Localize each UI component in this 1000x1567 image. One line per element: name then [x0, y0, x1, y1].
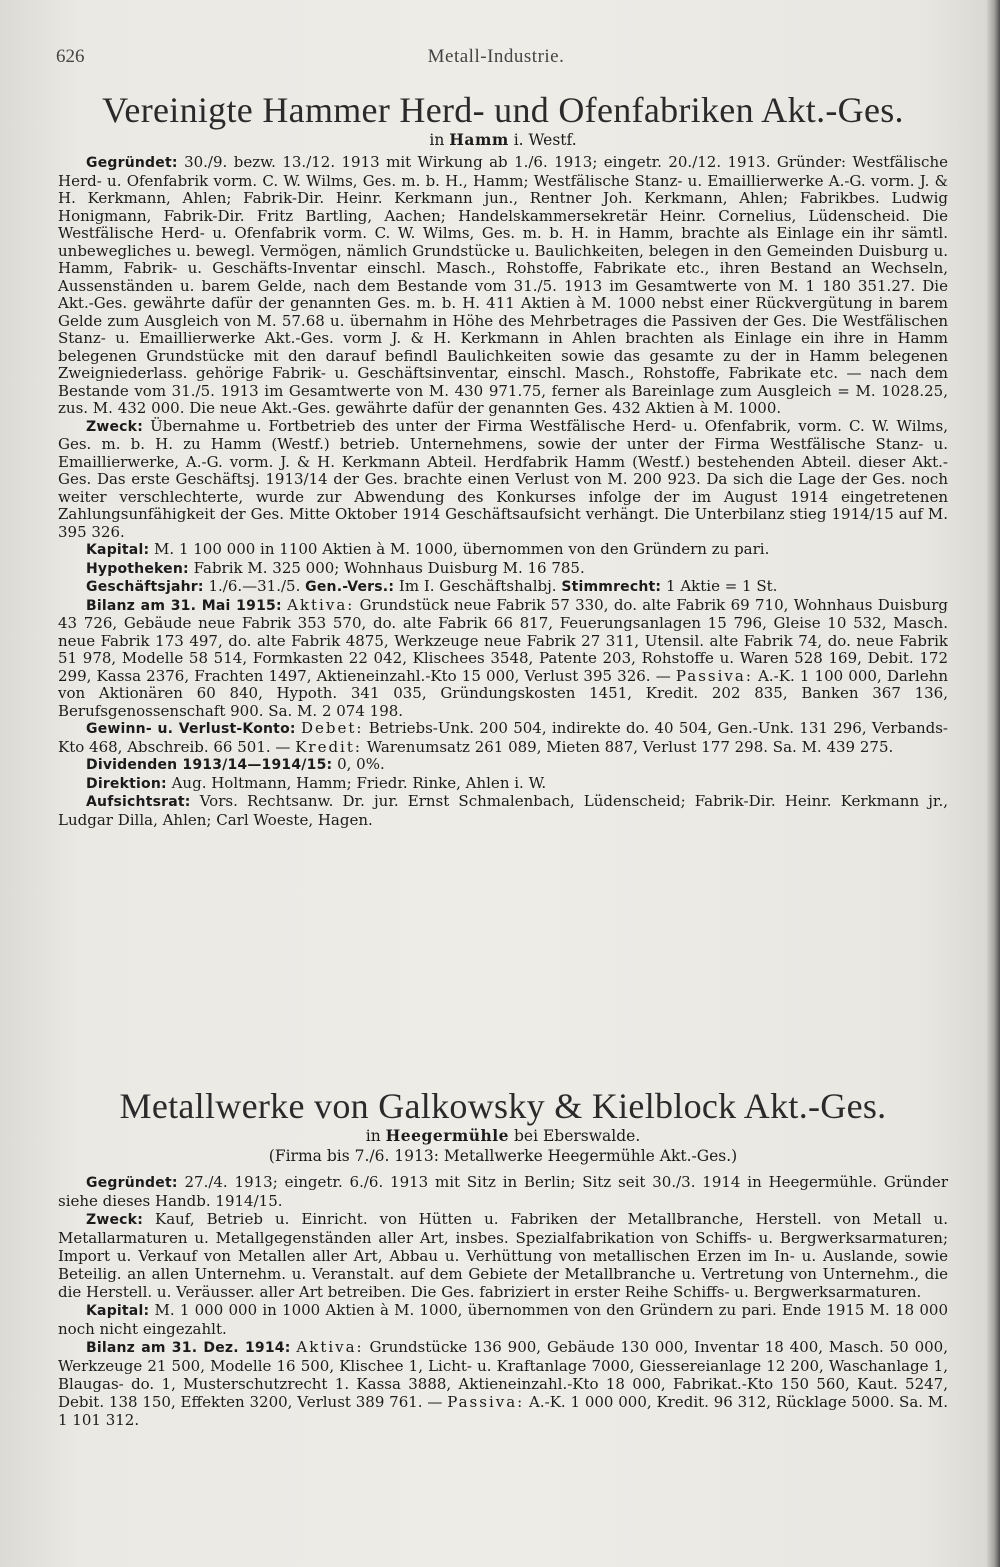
- former-name-note: (Firma bis 7./6. 1913: Metallwerke Heegermühle Akt.-Ges.): [268, 1147, 738, 1165]
- entry-zweck: [58, 1210, 948, 1301]
- entry-text: Warenumsatz 261 089, Mieten 887, Verlust 177 298. Sa. M. 439 275.: [366, 737, 894, 756]
- entry-text: Aug. Holtmann, Hamm; Friedr. Rinke, Ahlen i. W.: [171, 773, 547, 792]
- entry-label: Gewinn- u. Verlust-Konto:: [86, 721, 296, 737]
- entry-label: Gegründet:: [86, 1175, 178, 1191]
- entry-sublabel: Passiva:: [447, 1393, 525, 1411]
- entry-gewinn-verlust: [58, 720, 948, 756]
- location-suffix: bei Eberswalde.: [514, 1127, 641, 1145]
- entry-gegruendet: [58, 1173, 948, 1210]
- entry-sublabel: Aktiva:: [296, 1338, 364, 1356]
- entry-label: Bilanz am 31. Dez. 1914:: [86, 1340, 291, 1356]
- entry-gegruendet: [58, 154, 948, 418]
- entry-label: Zweck:: [86, 418, 143, 435]
- company-body: [58, 1173, 948, 1429]
- entry-sublabel: Aktiva:: [287, 595, 355, 614]
- entry-label: Kapital:: [86, 1303, 150, 1319]
- entry-sublabel: Kredit:: [295, 737, 362, 756]
- company-entry-heegermuehle: [58, 1086, 948, 1429]
- entry-sublabel: Passiva:: [675, 666, 753, 685]
- entry-label: Stimmrecht:: [561, 579, 662, 595]
- entry-text: Grundstück neue Fabrik 57 330, do. alte Fabrik 69 710, Wohnhaus Duisburg 43 726, Gebäude neue Fabrik 353 570, do. alte Fabrik 66 817, Feuerungsanlagen 15 796, Gleise 10 532, Masch. neue Fabrik 173 497, do. alte Fabrik 4875, Werkzeuge neue Fabrik 27 311, Utensil. alte Fabrik 74, do. neue Fabrik 51 978, Modelle 58 514, Formkasten 22 042, Klischees 3548, Patente 203, Rohstoffe u. Waren 528 169, Debit. 172 299, Kassa 2376, Frachten 1497, Aktieneinzahl.-Kto 15 000, Verlust 395 326. —: [58, 595, 948, 685]
- entry-text: A.-K. 1 000 000, Kredit. 96 312, Rücklage 5000. Sa. M. 1 101 312.: [58, 1393, 948, 1429]
- company-location: [58, 130, 948, 150]
- entry-label: Gegründet:: [86, 155, 178, 171]
- company-title: Vereinigte Hammer Herd- und Ofenfabriken Akt.-Ges.: [102, 90, 904, 130]
- entry-text: Betriebs-Unk. 200 504, indirekte do. 40 504, Gen.-Unk. 131 296, Verbands-Kto 468, Abschreib. 66 501. —: [58, 719, 948, 756]
- entry-dividenden: [58, 756, 948, 775]
- entry-sublabel: Debet:: [300, 719, 364, 737]
- entry-text: M. 1 000 000 in 1000 Aktien à M. 1000, übernommen von den Gründern zu pari. Ende 1915 M. 18 000 noch nicht eingezahlt.: [58, 1301, 948, 1338]
- entry-geschaeftsjahr: [58, 578, 948, 597]
- entry-kapital: [58, 1301, 948, 1338]
- entry-zweck: [58, 418, 948, 542]
- running-title: Metall-Industrie.: [427, 46, 565, 67]
- entry-label: Kapital:: [86, 542, 150, 558]
- entry-text: Grundstücke 136 900, Gebäude 130 000, Inventar 18 400, Masch. 50 000, Werkzeuge 21 500, Modelle 16 500, Klischee 1, Licht- u. Kraftanlage 7000, Giessereianlage 12 200, Waschanlage 1, Blaugas- do. 1, Musterschutzrecht 1. Kassa 3888, Aktieneinzahl.-Kto 18 000, Fabrikat.-Kto 150 560, Kaut. 5247, Debit. 138 150, Effekten 3200, Verlust 389 761. —: [58, 1338, 948, 1411]
- entry-text: Übernahme u. Fortbetrieb des unter der Firma Westfälische Herd- u. Ofenfabrik, vorm. C. W. Wilms, Ges. m. b. H. zu Hamm (Westf.) betrieb. Unternehmens, sowie der unter der Firma Westfälische Stanz- u. Emaillierwerke, A.-G. vorm. J. & H. Kerkmann Abteil. Herdfabrik Hamm (Westf.) bestehenden Abteil. dieser Akt.-Ges. Das erste Geschäftsj. 1913/14 der Ges. brachte einen Verlust von M. 200 923. Da sich die Lage der Ges. noch weiter verschlechterte, wurde zur Abwendung des Konkurses infolge der im August 1914 eingetretenen Zahlungsunfähigkeit der Ges. Mitte Oktober 1914 Geschäftsaufsicht verhängt. Die Unterbilanz stieg 1914/15 auf M. 395 326.: [58, 416, 948, 541]
- entry-label: Dividenden 1913/14—1914/15:: [86, 757, 333, 773]
- entry-bilanz: [58, 1338, 948, 1429]
- page-edge-shadow: [986, 0, 1000, 1567]
- entry-kapital: [58, 541, 948, 560]
- entry-label: Hypotheken:: [86, 560, 189, 577]
- company-entry-hamm: [58, 90, 948, 829]
- entry-text: 27./4. 1913; eingetr. 6./6. 1913 mit Sitz in Berlin; Sitz seit 30./3. 1914 in Heegermühle. Gründer siehe dieses Handb. 1914/15.: [58, 1173, 948, 1210]
- entry-text: M. 1 100 000 in 1100 Aktien à M. 1000, übernommen von den Gründern zu pari.: [154, 540, 770, 558]
- page-number: 626: [56, 46, 85, 67]
- entry-text: 1./6.—31./5.: [208, 577, 301, 595]
- entry-direktion: [58, 775, 948, 794]
- entry-aufsichtsrat: [58, 793, 948, 829]
- company-body: [58, 154, 948, 829]
- running-header: [56, 46, 936, 72]
- entry-text: 1 Aktie = 1 St.: [666, 577, 778, 595]
- entry-text: Im I. Geschäftshalbj.: [398, 577, 557, 595]
- entry-text: Fabrik M. 325 000; Wohnhaus Duisburg M. 16 785.: [193, 558, 585, 577]
- company-title: Metallwerke von Galkowsky & Kielblock Akt.-Ges.: [119, 1086, 887, 1126]
- entry-label: Geschäftsjahr:: [86, 579, 204, 595]
- entry-label: Zweck:: [86, 1212, 143, 1228]
- location-city: Heegermühle: [385, 1126, 510, 1145]
- entry-text: 30./9. bezw. 13./12. 1913 mit Wirkung ab 1./6. 1913; eingetr. 20./12. 1913. Gründer: Westfälische Herd- u. Ofenfabrik vorm. C. W. Wilms, Ges. m. b. H., Hamm; Westfälische Stanz- u. Emaillierwerke A.-G. vorm. J. & H. Kerkmann, Ahlen; Fabrik-Dir. Heinr. Kerkmann jun., Rentner Joh. Kerkmann, Ahlen; Fabrikbes. Ludwig Honigmann, Fabrik-Dir. Fritz Bartling, Aachen; Handelskammersekretär Heinr. Cornelius, Lüdenscheid. Die Westfälische Herd- u. Ofenfabrik vorm. C. W. Wilms, Ges. m. b. H. in Hamm, brachte als Einlage ein ihr sämtl. unbewegliches u. bewegl. Vermögen, nämlich Grundstücke u. Baulichkeiten, belegen in den Gemeinden Duisburg u. Hamm, Fabrik- u. Geschäfts-Inventar einschl. Masch., Rohstoffe, Fabrikate etc., ihren Bestand an Wechseln, Aussenständen u. barem Gelde, nach dem Bestande vom 31./5. 1913 im Gesamtwerte von M. 1 180 351.27. Die Akt.-Ges. gewährte dafür der genannten Ges. m. b. H. 411 Aktien à M. 1000 nebst einer Rückvergütung in barem Gelde zum Ausgleich von M. 57.68 u. übernahm in Höhe des Mehrbetrages die Passiven der Ges. Die Westfälischen Stanz- u. Emaillierwerke Akt.-Ges. vorm J. & H. Kerkmann in Ahlen brachten als Einlage ein ihre in Hamm belegenen Grundstücke mit den darauf befindl Baulichkeiten sowie das gesamte zu der in Hamm belegenen Zweigniederlass. gehörige Fabrik- u. Geschäftsinventar, einschl. Masch., Rohstoffe, Fabrikate etc. — nach dem Bestande vom 31./5. 1913 im Gesamtwerte von M. 430 971.75, ferner als Bareinlage zum Ausgleich = M. 1028.25, zus. M. 432 000. Die neue Akt.-Ges. gewährte dafür der genannten Ges. 432 Aktien à M. 1000.: [58, 153, 948, 417]
- location-prefix: in: [429, 131, 445, 149]
- entry-hypotheken: [58, 560, 948, 579]
- location-prefix: in: [365, 1127, 381, 1145]
- location-suffix: i. Westf.: [513, 131, 577, 149]
- location-city: Hamm: [449, 130, 509, 149]
- entry-label: Aufsichtsrat:: [86, 794, 191, 810]
- entry-label: Direktion:: [86, 775, 167, 792]
- entry-label: Gen.-Vers.:: [305, 579, 395, 595]
- company-location: [58, 1126, 948, 1146]
- entry-bilanz: [58, 597, 948, 721]
- entry-text: Kauf, Betrieb u. Einricht. von Hütten u. Fabriken der Metallbranche, Herstell. von Metall u. Metallarmaturen u. Metallgegenständen aller Art, insbes. Spezialfabrikation von Schiffs- u. Bergwerksarmaturen; Import u. Verkauf von Metallen aller Art, Abbau u. Verhüttung von metallischen Erzen im In- u. Auslande, sowie Beteilig. an allen Unternehm. u. Veranstalt. auf dem Gebiete der Metallbranche u. Vertretung von Unternehm., die die Herstell. u. Veräusser. aller Art betreiben. Die Ges. fabriziert in erster Reihe Schiffs- u. Bergwerksarmaturen.: [58, 1210, 948, 1301]
- entry-label: Bilanz am 31. Mai 1915:: [86, 597, 282, 614]
- entry-text: 0, 0%.: [337, 755, 385, 773]
- entry-text: A.-K. 1 100 000, Darlehn von Aktionären 60 840, Hypoth. 341 035, Gründungskosten 1451, Kredit. 202 835, Banken 367 136, Berufsgenossenschaft 900. Sa. M. 2 074 198.: [58, 666, 948, 720]
- entry-text: Vors. Rechtsanw. Dr. jur. Ernst Schmalenbach, Lüdenscheid; Fabrik-Dir. Heinr. Kerkmann jr., Ludgar Dilla, Ahlen; Carl Woeste, Hagen.: [58, 792, 948, 829]
